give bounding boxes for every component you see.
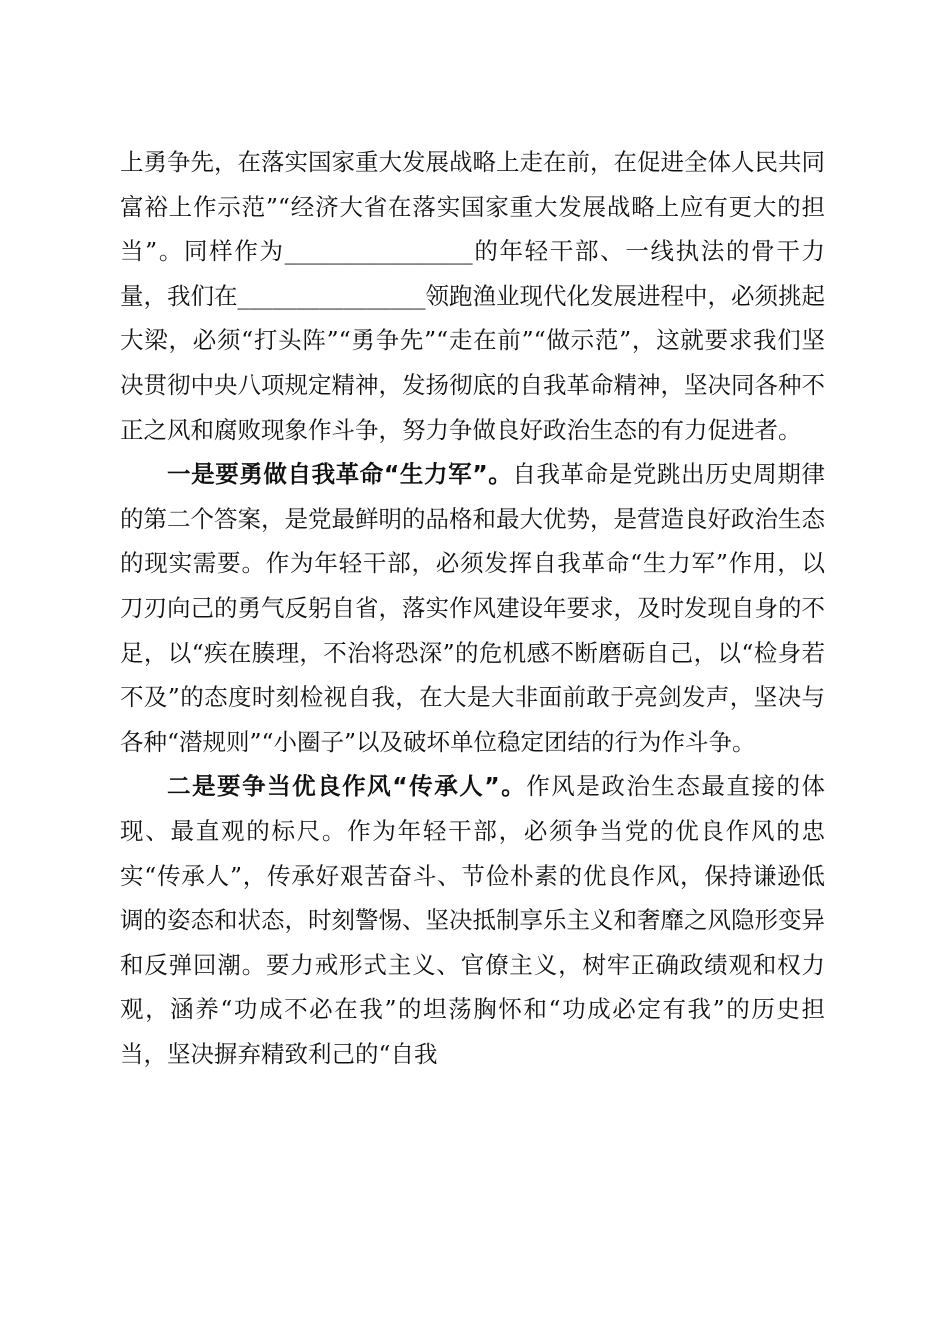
body-fine-style: 作风是政治生态最直接的体现、最直观的标尺。作为年轻干部，必须争当党的优良作风的忠实“传承人”，传承好艰苦奋斗、节俭朴素的优良作风，保持谦逊低调的姿态和状态，时刻警惕、坚决抵制享乐主义和奢靡之风隐形变异和反弹回潮。要力戒形式主义、官僚主义，树牢正确政绩观和权力观，涵养“功成不必在我”的坦荡胸怀和“功成必定有我”的历史担当，坚决摒弃精致利己的“自我 [120, 772, 826, 1068]
body-self-revolution: 自我革命是党跳出历史周期律的第二个答案，是党最鲜明的品格和最大优势，是营造良好政治生态的现实需要。作为年轻干部，必须发挥自我革命“生力军”作用，以刀刃向己的勇气反躬自省，落实作风建设年要求，及时发现自身的不足，以“疾在腠理，不治将恐深”的危机感不断磨砺自己，以“检身若不及”的态度时刻检视自我，在大是大非面前敢于亮剑发声，坚决与各种“潜规则”“小圈子”以及破坏单位稳定团结的行为作斗争。 [120, 460, 826, 756]
heading-fine-style: 二是要争当优良作风“传承人”。 [167, 772, 527, 801]
heading-self-revolution: 一是要勇做自我革命“生力军”。 [167, 460, 513, 489]
paragraph-intro: 上勇争先，在落实国家重大发展战略上走在前，在促进全体人民共同富裕上作示范”“经济大省在落实国家重大发展战略上应有更大的担当”。同样作为________________的年轻干部、一线执法的骨干力量，我们在________________领跑渔业现代化发展进程中，必须挑起大梁，必须“打头阵”“勇争先”“走在前”“做示范”，这就要求我们坚决贯彻中央八项规定精神，发扬彻底的自我革命精神，坚决同各种不正之风和腐败现象作斗争，努力争做良好政治生态的有力促进者。 [120, 148, 825, 444]
paragraph-fine-style [120, 764, 825, 1076]
document-body [120, 140, 825, 1076]
paragraph-self-revolution [120, 452, 825, 764]
